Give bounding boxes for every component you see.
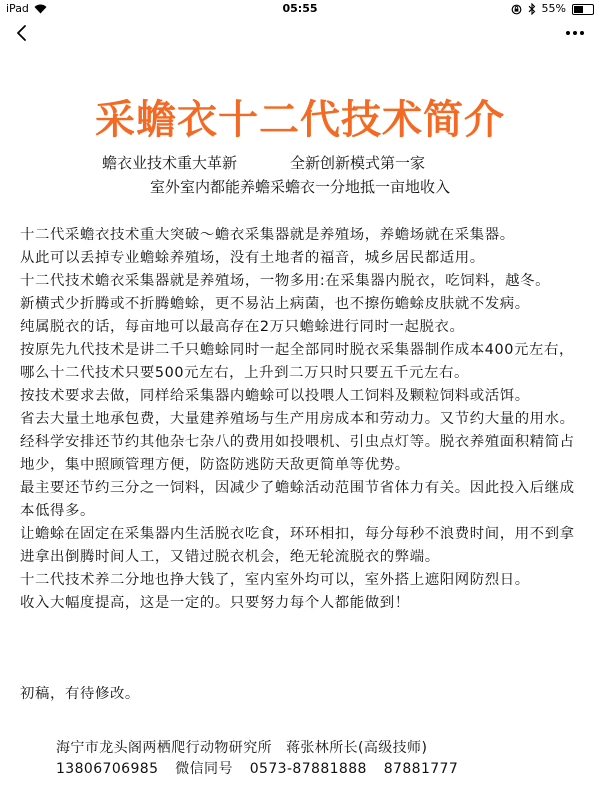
landline-number-2: 87881777 xyxy=(383,761,459,777)
paragraph: 让蟾蜍在固定在采集器内生活脱衣吃食，环环相扣，每分每秒不浪费时间，用不到拿进拿出倒腾时间人工，又错过脱衣机会，绝无轮流脱衣的弊端。 xyxy=(20,526,575,565)
back-button[interactable] xyxy=(10,20,34,46)
subtitle-right: 全新创新模式第一家 xyxy=(290,154,426,172)
paragraph: 按原先九代技术是讲二千只蟾蜍同时一起全部同时脱衣采集器制作成本400元左右，哪么十二代技术只要500元左右，上升到二万只时只要五千元左右。 xyxy=(20,342,574,381)
subtitle-line-2: 室外室内都能养蟾采蟾衣一分地抵一亩地收入 xyxy=(149,178,450,196)
paragraph: 十二代技术蟾衣采集器就是养殖场，一物多用:在采集器内脱衣，吃饲料，越冬。 xyxy=(20,273,551,289)
paragraph: 省去大量土地承包费，大量建养殖场与生产用房成本和劳动力。又节约大量的用水。经科学安排还节约其他杂七杂八的费用如投喂机、引虫点灯等。脱衣养殖面积精简占地少，集中照顾管理方便，防盗防逃防天敌更简单等优势。 xyxy=(20,411,575,473)
paragraph: 十二代采蟾衣技术重大突破～蟾衣采集器就是养殖场，养蟾场就在采集器。 xyxy=(20,227,515,243)
battery-text: 55% xyxy=(541,2,566,15)
battery-icon xyxy=(572,4,594,15)
chevron-left-icon xyxy=(10,20,34,46)
subtitle-left: 蟾衣业技术重大革新 xyxy=(102,154,238,172)
device-label: iPad xyxy=(6,2,29,15)
draft-note: 初稿，有待修改。 xyxy=(20,686,140,702)
institute-name: 海宁市龙头阁两栖爬行动物研究所 xyxy=(56,740,272,756)
paragraph: 从此可以丢掉专业蟾蜍养殖场，没有土地者的福音，城乡居民都适用。 xyxy=(20,250,485,266)
status-bar xyxy=(0,0,600,18)
wechat-note: 微信同号 xyxy=(175,761,233,777)
phone-number: 13806706985 xyxy=(56,761,159,777)
paragraph: 按技术要求去做，同样给采集器内蟾蜍可以投喂人工饲料及颗粒饲料或活饵。 xyxy=(20,388,530,404)
signature-line-2 xyxy=(56,758,470,778)
nav-bar xyxy=(0,18,600,48)
ellipsis-icon xyxy=(562,20,588,46)
paragraph: 纯属脱衣的话，每亩地可以最高存在2万只蟾蜍进行同时一起脱衣。 xyxy=(20,319,465,335)
paragraph: 十二代技术养二分地也挣大钱了，室内室外均可以，室外搭上遮阳网防烈日。 xyxy=(20,572,530,588)
landline-number: 0573-87881888 xyxy=(249,761,367,777)
battery-fill xyxy=(574,6,583,13)
article-title: 采蟾衣十二代技术简介 xyxy=(95,97,505,143)
bluetooth-icon xyxy=(528,3,536,15)
signature-line-1 xyxy=(56,737,427,757)
paragraph: 收入大幅度提高，这是一定的。只要努力每个人都能做到！ xyxy=(20,595,410,611)
rotation-lock-icon xyxy=(511,4,522,15)
paragraph: 新横式少折腾或不折腾蟾蜍，更不易沾上病菌，也不擦伤蟾蜍皮肤就不发病。 xyxy=(20,296,530,312)
article-body xyxy=(20,224,588,615)
status-right xyxy=(511,0,594,18)
director-name: 蒋张林所长(高级技师) xyxy=(286,740,428,756)
more-button[interactable] xyxy=(562,20,588,46)
status-time: 05:55 xyxy=(282,2,318,15)
paragraph: 最主要还节约三分之一饲料，因减少了蟾蜍活动范围节省体力有关。因此投入后继成本低得多。 xyxy=(20,480,575,519)
